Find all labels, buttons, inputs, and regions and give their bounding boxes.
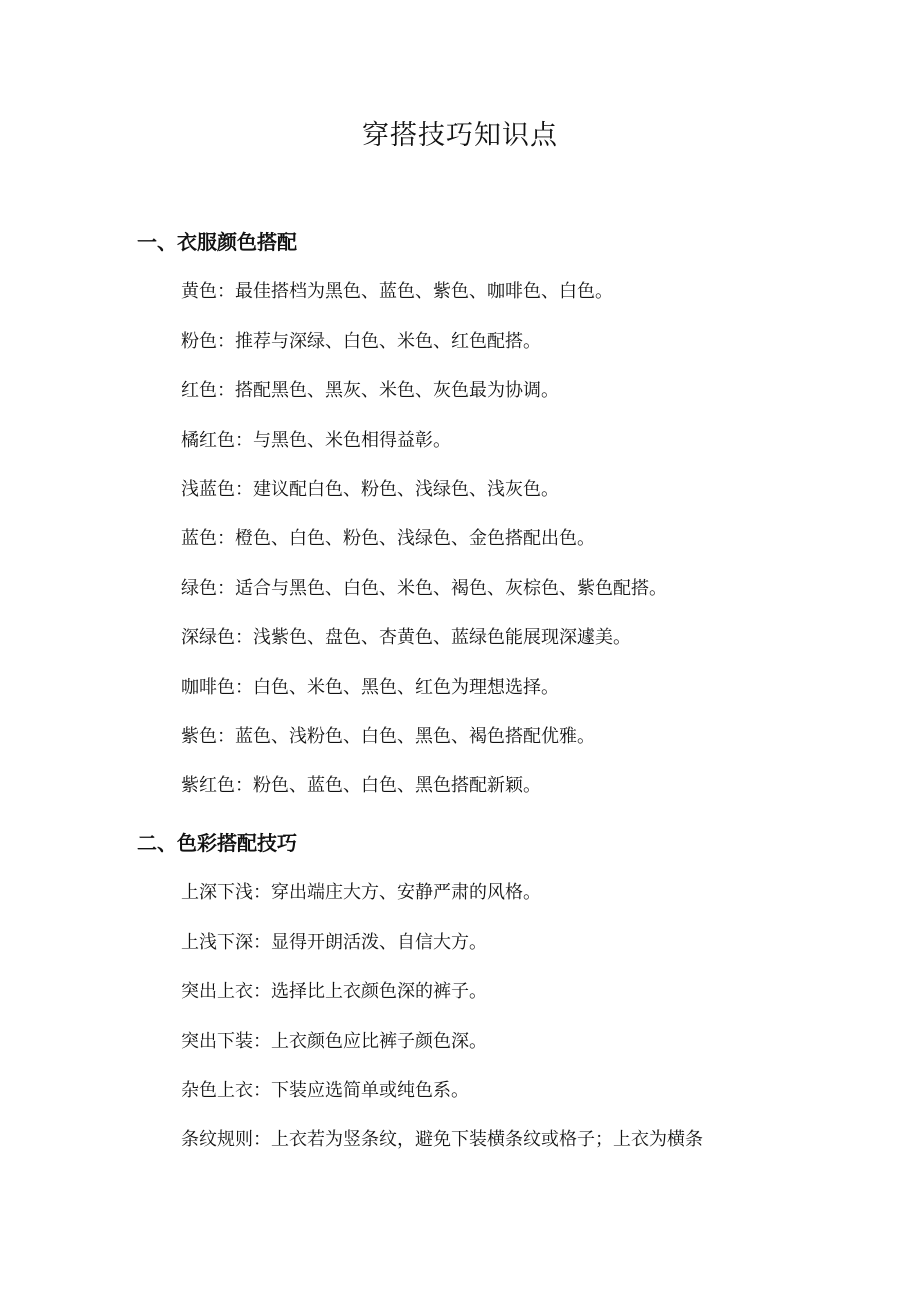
item-description: 与黑色、米色相得益彰。 bbox=[253, 429, 451, 451]
item-term: 杂色上衣 bbox=[181, 1079, 253, 1101]
section-clothing-color-matching bbox=[0, 227, 920, 800]
section-heading: 二、色彩搭配技巧 bbox=[137, 831, 297, 855]
list-item bbox=[0, 575, 920, 603]
list-item bbox=[0, 929, 920, 957]
document-title: 穿搭技巧知识点 bbox=[362, 120, 558, 151]
list-item bbox=[0, 525, 920, 553]
item-separator: ： bbox=[235, 627, 253, 649]
section-color-matching-tips bbox=[0, 828, 920, 1154]
item-term: 浅蓝色 bbox=[181, 478, 235, 500]
item-separator: ： bbox=[217, 725, 235, 747]
item-description: 推荐与深绿、白色、米色、红色配搭。 bbox=[235, 330, 541, 352]
item-description: 蓝色、浅粉色、白色、黑色、褐色搭配优雅。 bbox=[235, 725, 595, 747]
list-item bbox=[0, 1077, 920, 1105]
item-description: 搭配黑色、黑灰、米色、灰色最为协调。 bbox=[235, 380, 559, 402]
item-separator: ： bbox=[253, 931, 271, 953]
item-separator: ： bbox=[217, 528, 235, 550]
item-term: 上深下浅 bbox=[181, 882, 253, 904]
item-term: 突出下装 bbox=[181, 1030, 253, 1052]
item-description: 上衣若为竖条纹，避免下装横条纹或格子；上衣为横条 bbox=[271, 1129, 703, 1151]
item-description: 下装应选简单或纯色系。 bbox=[271, 1079, 469, 1101]
item-term: 红色 bbox=[181, 380, 217, 402]
section-heading: 一、衣服颜色搭配 bbox=[137, 230, 297, 254]
item-separator: ： bbox=[235, 478, 253, 500]
item-description: 最佳搭档为黑色、蓝色、紫色、咖啡色、白色。 bbox=[235, 281, 613, 303]
item-term: 蓝色 bbox=[181, 528, 217, 550]
item-separator: ： bbox=[235, 676, 253, 698]
item-separator: ： bbox=[217, 577, 235, 599]
list-item bbox=[0, 377, 920, 405]
item-description: 白色、米色、黑色、红色为理想选择。 bbox=[253, 676, 559, 698]
item-description: 上衣颜色应比裤子颜色深。 bbox=[271, 1030, 487, 1052]
list-item bbox=[0, 978, 920, 1006]
item-separator: ： bbox=[235, 429, 253, 451]
item-separator: ： bbox=[217, 281, 235, 303]
item-term: 紫红色 bbox=[181, 775, 235, 797]
item-separator: ： bbox=[253, 981, 271, 1003]
item-term: 深绿色 bbox=[181, 627, 235, 649]
tips-list bbox=[0, 879, 920, 1154]
item-separator: ： bbox=[235, 775, 253, 797]
list-item bbox=[0, 624, 920, 652]
list-item bbox=[0, 1028, 920, 1056]
item-separator: ： bbox=[253, 882, 271, 904]
item-separator: ： bbox=[253, 1129, 271, 1151]
item-separator: ： bbox=[253, 1079, 271, 1101]
list-item bbox=[0, 879, 920, 907]
item-description: 选择比上衣颜色深的裤子。 bbox=[271, 981, 487, 1003]
item-separator: ： bbox=[253, 1030, 271, 1052]
item-description: 浅紫色、盘色、杏黄色、蓝绿色能展现深遽美。 bbox=[253, 627, 631, 649]
list-item bbox=[0, 427, 920, 455]
item-description: 适合与黑色、白色、米色、褐色、灰棕色、紫色配搭。 bbox=[235, 577, 667, 599]
item-description: 橙色、白色、粉色、浅绿色、金色搭配出色。 bbox=[235, 528, 595, 550]
list-item bbox=[0, 723, 920, 751]
item-separator: ： bbox=[217, 330, 235, 352]
item-description: 显得开朗活泼、自信大方。 bbox=[271, 931, 487, 953]
item-term: 咖啡色 bbox=[181, 676, 235, 698]
color-list bbox=[0, 278, 920, 800]
item-description: 粉色、蓝色、白色、黑色搭配新颖。 bbox=[253, 775, 541, 797]
item-term: 紫色 bbox=[181, 725, 217, 747]
item-description: 建议配白色、粉色、浅绿色、浅灰色。 bbox=[253, 478, 559, 500]
item-term: 绿色 bbox=[181, 577, 217, 599]
list-item bbox=[0, 772, 920, 800]
list-item bbox=[0, 328, 920, 356]
item-term: 橘红色 bbox=[181, 429, 235, 451]
item-term: 黄色 bbox=[181, 281, 217, 303]
item-description: 穿出端庄大方、安静严肃的风格。 bbox=[271, 882, 541, 904]
item-separator: ： bbox=[217, 380, 235, 402]
item-term: 上浅下深 bbox=[181, 931, 253, 953]
list-item bbox=[0, 674, 920, 702]
item-term: 粉色 bbox=[181, 330, 217, 352]
item-term: 条纹规则 bbox=[181, 1129, 253, 1151]
list-item bbox=[0, 1126, 920, 1154]
item-term: 突出上衣 bbox=[181, 981, 253, 1003]
list-item bbox=[0, 476, 920, 504]
list-item bbox=[0, 278, 920, 306]
